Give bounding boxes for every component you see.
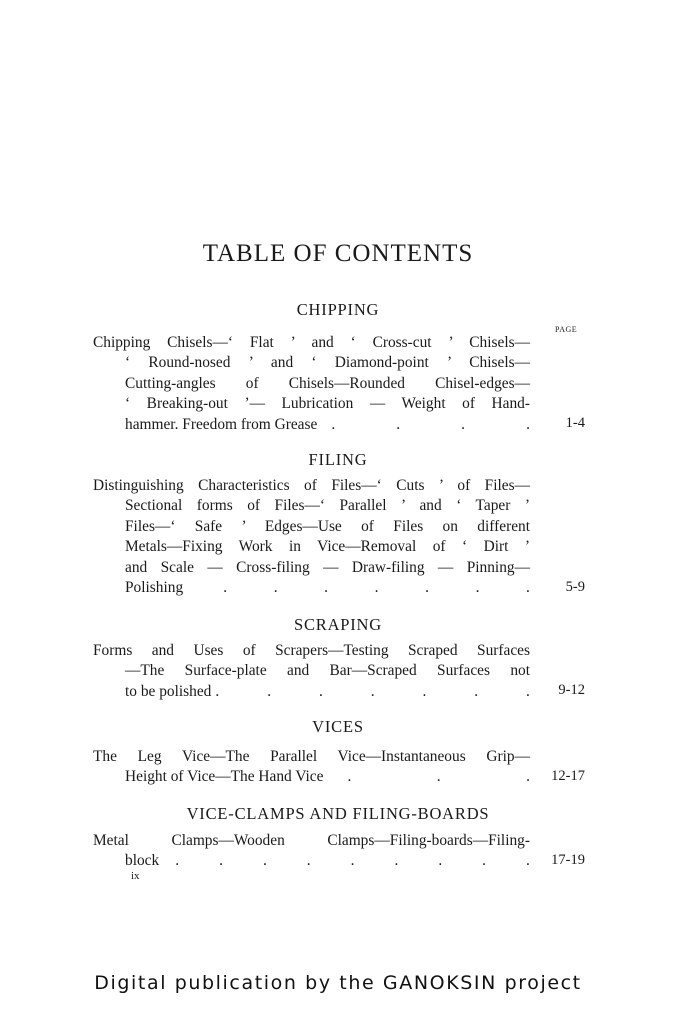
dot-leader: . . . . [331,415,530,433]
entry-line: The Leg Vice—The Parallel Vice—Instantaneous Grip— [93,748,530,765]
entry-line: Polishing [125,579,184,597]
section-heading-vice-clamps: VICE-CLAMPS AND FILING-BOARDS [186,804,490,823]
dot-leader: . . . [347,768,530,786]
dot-leader: . . . . . . . [223,579,530,597]
entry-line: Files—‘ Safe ’ Edges—Use of Files on different [125,517,530,535]
section-heading-chipping: CHIPPING [296,300,380,319]
dot-leader: . . . . . . . [215,682,530,700]
page-title: TABLE OF CONTENTS [202,240,474,267]
toc-entry-vices [93,747,530,788]
entry-line: Distinguishing Characteristics of Files—‘ Cuts ’ of Files— [93,477,530,494]
entry-line: Sectional forms of Files—‘ Parallel ’ and ‘ Taper ’ [125,497,530,515]
folio-number: ix [131,870,140,882]
entry-line: —The Surface-plate and Bar—Scraped Surfaces not [125,662,530,680]
footer-credit: Digital publication by the GANOKSIN project [94,972,582,994]
entry-line: and Scale — Cross-filing — Draw-filing — Pinning— [125,558,530,576]
page-number: 12-17 [551,768,585,784]
entry-line: Forms and Uses of Scrapers—Testing Scraped Surfaces [93,642,530,659]
entry-line: Metals—Fixing Work in Vice—Removal of ‘ Dirt ’ [125,538,530,556]
entry-line: Height of Vice—The Hand Vice [125,768,324,786]
toc-entry-chipping [93,333,530,435]
page-number: 5-9 [565,579,585,595]
dot-leader: . . . . . . . . . [175,852,530,870]
entry-line: Metal Clamps—Wooden Clamps—Filing-boards—Filing- [93,832,530,849]
entry-line: hammer. Freedom from Grease [125,415,318,433]
entry-line: Chipping Chisels—‘ Flat ’ and ‘ Cross-cut ’ Chisels— [93,334,530,351]
section-heading-vices: VICES [312,717,364,736]
toc-entry-filing [93,476,530,598]
entry-line: block [125,852,160,870]
page-number: 17-19 [551,852,585,868]
section-heading-scraping: SCRAPING [293,615,382,634]
entry-line: to be polished [125,682,212,700]
toc-entry-vice-clamps [93,831,530,872]
toc-entry-scraping [93,641,530,702]
section-heading-filing: FILING [308,450,368,469]
entry-line: Cutting-angles of Chisels—Rounded Chisel-edges— [125,374,530,392]
entry-line: ‘ Round-nosed ’ and ‘ Diamond-point ’ Chisels— [125,354,530,372]
page-number: 9-12 [558,682,585,698]
page-column-label: PAGE [555,325,578,334]
entry-line: ‘ Breaking-out ’— Lubrication — Weight of Hand- [125,395,530,413]
page-number: 1-4 [565,415,585,431]
